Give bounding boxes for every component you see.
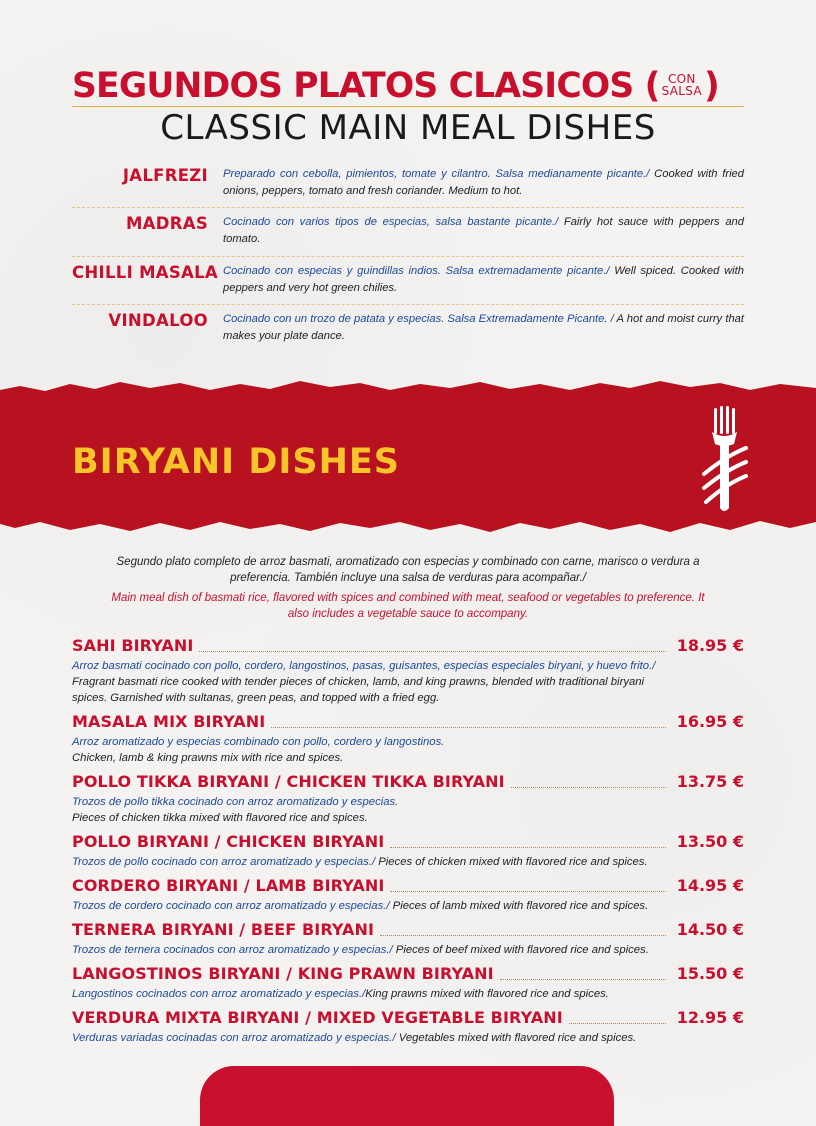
dot-leader: [390, 847, 666, 848]
item-name: CORDERO BIRYANI / LAMB BIRYANI: [72, 876, 385, 895]
dish-row-chilli-masala: [72, 263, 744, 307]
menu-item: [72, 876, 744, 914]
menu-item: [72, 920, 744, 958]
menu-item: [72, 636, 744, 706]
dot-leader: [271, 727, 666, 728]
dish-name: VINDALOO: [108, 311, 208, 330]
banner-title: BIRYANI DISHES: [72, 442, 401, 482]
dot-leader: [569, 1023, 666, 1024]
dish-row-madras: [72, 214, 744, 258]
dish-name: JALFREZI: [122, 166, 208, 185]
dot-leader: [199, 651, 666, 652]
item-description: Verduras variadas cocinadas con arroz aromatizado y especias./ Vegetables mixed with flavored rice and spices.: [72, 1032, 637, 1044]
item-price: 16.95 €: [676, 712, 744, 731]
dot-leader: [511, 787, 666, 788]
con-salsa-label: CON SALSA: [661, 71, 702, 98]
fork-icon: [696, 404, 752, 516]
item-name: MASALA MIX BIRYANI: [72, 712, 266, 731]
paren-close: ): [703, 66, 719, 106]
menu-item: [72, 964, 744, 1002]
item-price: 12.95 €: [676, 1008, 744, 1027]
dot-leader: [390, 891, 666, 892]
dish-separator: [72, 304, 744, 305]
dish-name: CHILLI MASALA: [72, 263, 218, 282]
item-description: Arroz basmati cocinado con pollo, cordero, langostinos, pasas, guisantes, especias especiales biryani, y huevo frito./ Fragrant basmati rice cooked with tender pieces of chicken, lamb, and king prawns, blended with traditional biryani spices. Garnished with sultanas, green peas, and topped with a fried egg.: [72, 660, 656, 704]
item-name: LANGOSTINOS BIRYANI / KING PRAWN BIRYANI: [72, 964, 494, 983]
item-description: Trozos de pollo cocinado con arroz aromatizado y especias./ Pieces of chicken mixed with flavored rice and spices.: [72, 856, 648, 868]
dot-leader: [380, 935, 666, 936]
menu-item: [72, 832, 744, 870]
dish-description: Cocinado con varios tipos de especias, salsa bastante picante./ Fairly hot sauce with peppers and tomato.: [223, 216, 744, 245]
item-description: Trozos de pollo tikka cocinado con arroz aromatizado y especias. Pieces of chicken tikka mixed with flavored rice and spices.: [72, 796, 399, 824]
item-price: 14.50 €: [676, 920, 744, 939]
item-name: POLLO BIRYANI / CHICKEN BIRYANI: [72, 832, 385, 851]
item-description: Trozos de cordero cocinado con arroz aromatizado y especias./ Pieces of lamb mixed with flavored rice and spices.: [72, 900, 649, 912]
item-price: 18.95 €: [676, 636, 744, 655]
dot-leader: [500, 979, 666, 980]
item-price: 13.75 €: [676, 772, 744, 791]
dish-description: Cocinado con un trozo de patata y especias. Salsa Extremadamente Picante. / A hot and moist curry that makes your plate dance.: [223, 313, 744, 342]
paren-open: (: [644, 66, 660, 106]
dish-description: Preparado con cebolla, pimientos, tomate y cilantro. Salsa medianamente picante./ Cooked with fried onions, peppers, tomato and fresh coriander. Medium to hot.: [223, 168, 745, 197]
title-divider: [72, 106, 744, 107]
dish-name: MADRAS: [125, 214, 208, 233]
menu-item: [72, 772, 744, 826]
item-description: Arroz aromatizado y especias combinado con pollo, cordero y langostinos. Chicken, lamb & king prawns mix with rice and spices.: [72, 736, 445, 764]
dish-separator: [72, 207, 744, 208]
item-price: 13.50 €: [676, 832, 744, 851]
item-name: VERDURA MIXTA BIRYANI / MIXED VEGETABLE BIRYANI: [72, 1008, 563, 1027]
intro-text-es: Segundo plato completo de arroz basmati, aromatizado con especias y combinado con carne, marisco o verdura a preferencia. También incluye una salsa de verduras para acompañar./: [116, 556, 700, 584]
menu-item: [72, 712, 744, 766]
section-title-es: [72, 66, 752, 106]
item-price: 15.50 €: [676, 964, 744, 983]
item-name: POLLO TIKKA BIRYANI / CHICKEN TIKKA BIRYANI: [72, 772, 505, 791]
dish-row-jalfrezi: [72, 166, 744, 210]
menu-item: [72, 1008, 744, 1046]
intro-text-en: Main meal dish of basmati rice, flavored with spices and combined with meat, seafood or vegetables to preference. It also includes a vegetable sauce to accompany.: [111, 592, 705, 620]
item-name: SAHI BIRYANI: [72, 636, 194, 655]
item-description: Langostinos cocinados con arroz aromatizado y especias./King prawns mixed with flavored rice and spices.: [72, 988, 609, 1000]
item-name: TERNERA BIRYANI / BEEF BIRYANI: [72, 920, 375, 939]
section-title-en: CLASSIC MAIN MEAL DISHES: [160, 108, 656, 148]
title-es-text: SEGUNDOS PLATOS CLASICOS: [72, 66, 634, 106]
bottom-red-tab: [200, 1066, 614, 1126]
dish-description: Cocinado con especias y guindillas indios. Salsa extremadamente picante./ Well spiced. Cooked with peppers and very hot green chilies.: [223, 265, 744, 294]
item-description: Trozos de ternera cocinados con arroz aromatizado y especias./ Pieces of beef mixed with flavored rice and spices.: [72, 944, 649, 956]
dish-separator: [72, 256, 744, 257]
dish-row-vindaloo: [72, 311, 744, 355]
item-price: 14.95 €: [676, 876, 744, 895]
